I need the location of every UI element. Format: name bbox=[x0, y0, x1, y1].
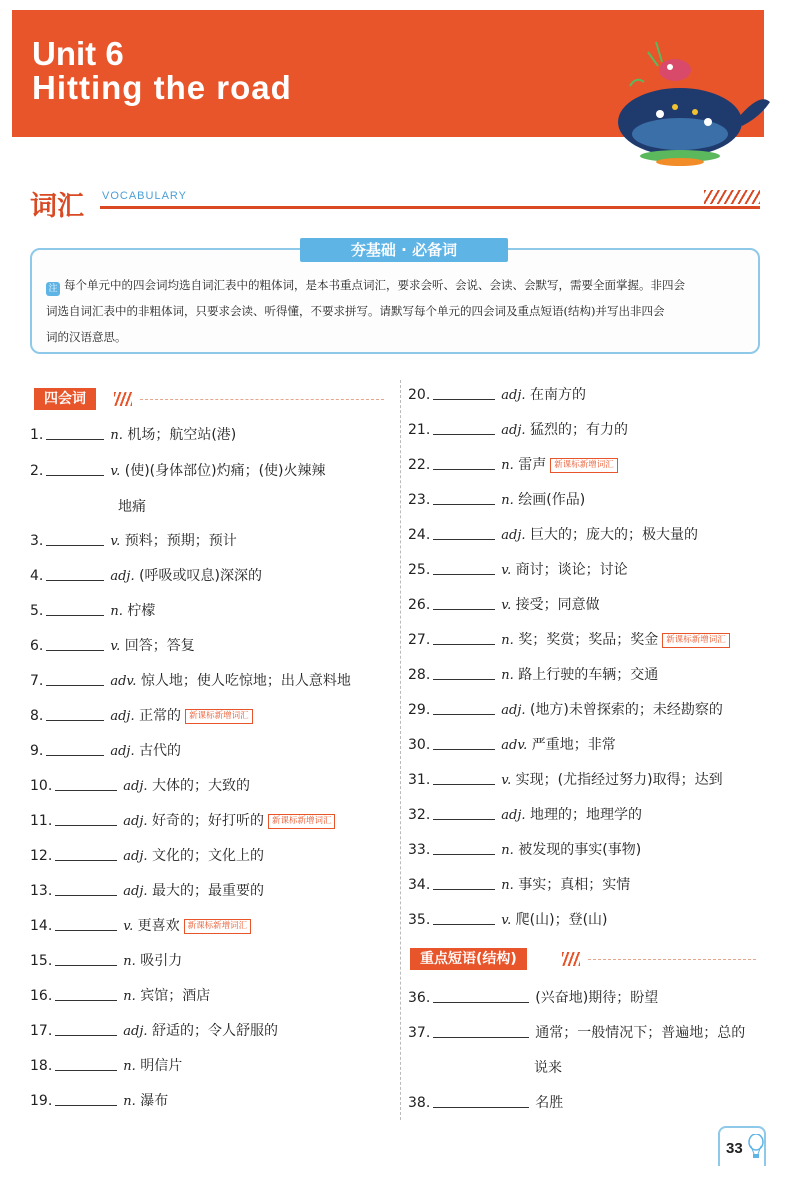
vocab-item bbox=[30, 983, 210, 1009]
meaning-continuation: 地痛 bbox=[118, 499, 146, 515]
meaning: 柠檬 bbox=[127, 603, 156, 619]
item-number: 15. bbox=[30, 953, 53, 969]
answer-blank[interactable] bbox=[433, 768, 495, 785]
meaning: 通常；一般情况下；普遍地；总的 bbox=[535, 1025, 746, 1041]
vocab-item bbox=[408, 662, 658, 688]
item-number: 8. bbox=[30, 708, 44, 724]
answer-blank[interactable] bbox=[433, 593, 495, 610]
item-number: 1. bbox=[30, 427, 44, 443]
meaning: 绘画(作品) bbox=[518, 492, 586, 508]
item-number: 10. bbox=[30, 778, 53, 794]
instruction-line-3: 词的汉语意思。 bbox=[46, 330, 127, 344]
vocabulary-title-cn: 词汇 bbox=[30, 191, 84, 222]
item-number: 35. bbox=[408, 912, 431, 928]
section-label-four-skill-words: 四会词 bbox=[34, 388, 96, 410]
item-number: 11. bbox=[30, 813, 53, 829]
meaning: 宾馆；酒店 bbox=[140, 988, 211, 1004]
section-label-key-phrases: 重点短语(结构) bbox=[410, 948, 527, 970]
new-curriculum-tag: 新课标新增词汇 bbox=[185, 709, 253, 724]
instruction-text bbox=[46, 272, 746, 350]
item-number: 30. bbox=[408, 737, 431, 753]
meaning-continuation: 说来 bbox=[534, 1060, 562, 1076]
page-number-box bbox=[718, 1126, 766, 1166]
vocab-item bbox=[30, 598, 155, 624]
vocabulary-rule bbox=[100, 206, 760, 209]
answer-blank[interactable] bbox=[55, 984, 117, 1001]
vocab-item bbox=[30, 422, 236, 448]
part-of-speech: n. bbox=[501, 493, 514, 508]
meaning: 事实；真相；实情 bbox=[518, 877, 631, 893]
answer-blank[interactable] bbox=[46, 529, 104, 546]
vocab-item bbox=[408, 985, 658, 1011]
meaning: 被发现的事实(事物) bbox=[518, 842, 642, 858]
vocab-item bbox=[30, 738, 181, 764]
vocab-item bbox=[30, 668, 351, 694]
answer-blank[interactable] bbox=[433, 873, 495, 890]
part-of-speech: v. bbox=[110, 639, 121, 654]
vocab-item bbox=[30, 773, 250, 799]
item-number: 19. bbox=[30, 1093, 53, 1109]
part-of-speech: n. bbox=[501, 633, 514, 648]
vocab-item bbox=[30, 913, 251, 939]
ribbon-dash-left bbox=[52, 248, 292, 250]
meaning: (地方)未曾探索的；未经勘察的 bbox=[529, 702, 723, 718]
whale-illustration-icon bbox=[600, 22, 775, 172]
section-hatch bbox=[114, 392, 132, 406]
item-number: 2. bbox=[30, 463, 44, 479]
vocab-item bbox=[408, 732, 616, 758]
answer-blank[interactable] bbox=[433, 628, 495, 645]
part-of-speech: adj. bbox=[501, 528, 526, 543]
answer-blank[interactable] bbox=[433, 698, 495, 715]
item-number: 20. bbox=[408, 387, 431, 403]
meaning: 雷声 bbox=[518, 457, 547, 473]
vocab-item bbox=[408, 1020, 745, 1046]
item-number: 32. bbox=[408, 807, 431, 823]
answer-blank[interactable] bbox=[55, 1054, 117, 1071]
meaning: 机场；航空站(港) bbox=[127, 427, 237, 443]
answer-blank[interactable] bbox=[433, 663, 495, 680]
new-curriculum-tag: 新课标新增词汇 bbox=[662, 633, 730, 648]
answer-blank[interactable] bbox=[433, 488, 495, 505]
vocab-item bbox=[30, 563, 262, 589]
item-number: 24. bbox=[408, 527, 431, 543]
item-number: 21. bbox=[408, 422, 431, 438]
part-of-speech: adj. bbox=[501, 808, 526, 823]
answer-blank[interactable] bbox=[46, 739, 104, 756]
meaning: 舒适的；令人舒服的 bbox=[151, 1023, 278, 1039]
part-of-speech: adj. bbox=[110, 744, 135, 759]
part-of-speech: adj. bbox=[123, 849, 148, 864]
answer-blank[interactable] bbox=[55, 844, 117, 861]
unit-title: Hitting the road bbox=[32, 69, 292, 106]
vocab-item bbox=[408, 417, 628, 443]
part-of-speech: adj. bbox=[110, 709, 135, 724]
answer-blank[interactable] bbox=[433, 838, 495, 855]
answer-blank[interactable] bbox=[55, 949, 117, 966]
vocab-item bbox=[408, 382, 586, 408]
part-of-speech: adj. bbox=[501, 703, 526, 718]
part-of-speech: adj. bbox=[501, 423, 526, 438]
meaning: 实现；(尤指经过努力)取得；达到 bbox=[515, 772, 723, 788]
meaning: 正常的 bbox=[139, 708, 182, 724]
meaning: 爬(山)；登(山) bbox=[515, 912, 608, 928]
item-number: 33. bbox=[408, 842, 431, 858]
hatch-decoration bbox=[704, 190, 760, 204]
meaning: (兴奋地)期待；盼望 bbox=[535, 990, 659, 1006]
answer-blank[interactable] bbox=[46, 704, 104, 721]
vocab-item bbox=[408, 452, 618, 478]
item-number: 38. bbox=[408, 1095, 431, 1111]
part-of-speech: n. bbox=[110, 604, 123, 619]
vocab-item bbox=[408, 557, 628, 583]
answer-blank[interactable] bbox=[55, 914, 117, 931]
answer-blank[interactable] bbox=[433, 986, 529, 1003]
vocab-item bbox=[408, 522, 698, 548]
meaning: 文化的；文化上的 bbox=[151, 848, 264, 864]
vocab-item bbox=[408, 487, 585, 513]
meaning: 预料；预期；预计 bbox=[124, 533, 237, 549]
answer-blank[interactable] bbox=[55, 1089, 117, 1106]
meaning: 地理的；地理学的 bbox=[529, 807, 642, 823]
item-number: 14. bbox=[30, 918, 53, 934]
answer-blank[interactable] bbox=[433, 1091, 529, 1108]
answer-blank[interactable] bbox=[433, 1021, 529, 1038]
vocab-item bbox=[30, 843, 264, 869]
item-number: 27. bbox=[408, 632, 431, 648]
vocab-item bbox=[408, 697, 723, 723]
vocab-item bbox=[30, 878, 264, 904]
item-number: 31. bbox=[408, 772, 431, 788]
answer-blank[interactable] bbox=[46, 634, 104, 651]
vocab-item bbox=[30, 633, 195, 659]
item-number: 34. bbox=[408, 877, 431, 893]
meaning: 明信片 bbox=[140, 1058, 183, 1074]
answer-blank[interactable] bbox=[55, 809, 117, 826]
part-of-speech: v. bbox=[501, 773, 512, 788]
item-number: 17. bbox=[30, 1023, 53, 1039]
hot-air-balloon-icon bbox=[748, 1134, 764, 1160]
vocabulary-heading bbox=[24, 176, 764, 226]
part-of-speech: n. bbox=[501, 843, 514, 858]
meaning: (使)(身体部位)灼痛；(使)火辣辣 bbox=[124, 463, 326, 479]
part-of-speech: n. bbox=[501, 668, 514, 683]
part-of-speech: v. bbox=[501, 563, 512, 578]
answer-blank[interactable] bbox=[55, 1019, 117, 1036]
meaning: 巨大的；庞大的；极大量的 bbox=[529, 527, 698, 543]
unit-number: Unit 6 bbox=[32, 35, 124, 72]
meaning: 商讨；谈论；讨论 bbox=[515, 562, 628, 578]
part-of-speech: n. bbox=[123, 989, 136, 1004]
vocab-item bbox=[30, 1053, 182, 1079]
answer-blank[interactable] bbox=[55, 774, 117, 791]
item-number: 16. bbox=[30, 988, 53, 1004]
vocab-item bbox=[30, 528, 237, 554]
note-icon: 注 bbox=[46, 282, 60, 296]
vocab-item bbox=[408, 592, 600, 618]
part-of-speech: adj. bbox=[110, 569, 135, 584]
vocabulary-title-en: VOCABULARY bbox=[102, 190, 187, 202]
column-divider bbox=[400, 380, 401, 1120]
meaning: 吸引力 bbox=[140, 953, 183, 969]
page-number: 33 bbox=[726, 1140, 743, 1157]
answer-blank[interactable] bbox=[433, 558, 495, 575]
instruction-box bbox=[30, 241, 760, 354]
meaning: (呼吸或叹息)深深的 bbox=[139, 568, 262, 584]
meaning: 回答；答复 bbox=[124, 638, 195, 654]
answer-blank[interactable] bbox=[46, 423, 104, 440]
answer-blank[interactable] bbox=[433, 418, 495, 435]
meaning: 奖；奖赏；奖品；奖金 bbox=[518, 632, 659, 648]
meaning: 大体的；大致的 bbox=[151, 778, 250, 794]
part-of-speech: n. bbox=[110, 428, 123, 443]
part-of-speech: v. bbox=[110, 534, 121, 549]
vocab-item bbox=[408, 1090, 563, 1116]
meaning: 严重地；非常 bbox=[531, 737, 616, 753]
answer-blank[interactable] bbox=[46, 564, 104, 581]
part-of-speech: n. bbox=[123, 954, 136, 969]
vocab-item bbox=[408, 802, 642, 828]
answer-blank[interactable] bbox=[433, 523, 495, 540]
part-of-speech: adj. bbox=[123, 884, 148, 899]
meaning: 最大的；最重要的 bbox=[151, 883, 264, 899]
answer-blank[interactable] bbox=[433, 803, 495, 820]
vocab-item bbox=[30, 1018, 278, 1044]
item-number: 26. bbox=[408, 597, 431, 613]
item-number: 6. bbox=[30, 638, 44, 654]
item-number: 5. bbox=[30, 603, 44, 619]
meaning: 好奇的；好打听的 bbox=[151, 813, 264, 829]
instruction-line-2: 词选自词汇表中的非粗体词，只要求会读、听得懂，不要求拼写。请默写每个单元的四会词及重点短语(结构)并写出非四会 bbox=[46, 304, 665, 318]
ribbon-dash-right bbox=[518, 248, 738, 250]
vocab-item bbox=[30, 808, 335, 834]
answer-blank[interactable] bbox=[46, 669, 104, 686]
item-number: 4. bbox=[30, 568, 44, 584]
meaning: 古代的 bbox=[139, 743, 182, 759]
part-of-speech: v. bbox=[501, 598, 512, 613]
part-of-speech: v. bbox=[110, 464, 121, 479]
part-of-speech: n. bbox=[123, 1059, 136, 1074]
part-of-speech: v. bbox=[501, 913, 512, 928]
meaning: 惊人地；使人吃惊地；出人意料地 bbox=[140, 673, 351, 689]
part-of-speech: adj. bbox=[123, 814, 148, 829]
item-number: 22. bbox=[408, 457, 431, 473]
meaning: 路上行驶的车辆；交通 bbox=[518, 667, 659, 683]
part-of-speech: adj. bbox=[123, 779, 148, 794]
meaning: 瀑布 bbox=[140, 1093, 169, 1109]
item-number: 13. bbox=[30, 883, 53, 899]
part-of-speech: adj. bbox=[123, 1024, 148, 1039]
part-of-speech: n. bbox=[501, 878, 514, 893]
item-number: 18. bbox=[30, 1058, 53, 1074]
item-number: 7. bbox=[30, 673, 44, 689]
item-number: 36. bbox=[408, 990, 431, 1006]
meaning: 猛烈的；有力的 bbox=[529, 422, 628, 438]
vocab-item bbox=[30, 948, 182, 974]
section-hatch bbox=[562, 952, 580, 966]
vocab-item bbox=[408, 907, 608, 933]
part-of-speech: adv. bbox=[110, 674, 137, 689]
item-number: 25. bbox=[408, 562, 431, 578]
part-of-speech: adv. bbox=[501, 738, 528, 753]
item-number: 37. bbox=[408, 1025, 431, 1041]
instruction-ribbon: 夯基础 · 必备词 bbox=[300, 238, 508, 262]
part-of-speech: v. bbox=[123, 919, 134, 934]
item-number: 12. bbox=[30, 848, 53, 864]
meaning: 在南方的 bbox=[529, 387, 586, 403]
new-curriculum-tag: 新课标新增词汇 bbox=[268, 814, 336, 829]
section-dash bbox=[140, 399, 384, 400]
answer-blank[interactable] bbox=[55, 879, 117, 896]
meaning: 更喜欢 bbox=[137, 918, 180, 934]
vocab-item bbox=[408, 627, 730, 653]
item-number: 29. bbox=[408, 702, 431, 718]
vocab-item bbox=[408, 837, 641, 863]
item-number: 3. bbox=[30, 533, 44, 549]
instruction-line-1: 每个单元中的四会词均选自词汇表中的粗体词，是本书重点词汇，要求会听、会说、会读、会默写，需要全面掌握。非四会 bbox=[64, 278, 685, 292]
vocab-item bbox=[408, 767, 723, 793]
part-of-speech: n. bbox=[501, 458, 514, 473]
item-number: 23. bbox=[408, 492, 431, 508]
answer-blank[interactable] bbox=[433, 383, 495, 400]
answer-blank[interactable] bbox=[433, 908, 495, 925]
vocab-item bbox=[30, 458, 326, 484]
section-dash bbox=[588, 959, 756, 960]
answer-blank[interactable] bbox=[433, 453, 495, 470]
new-curriculum-tag: 新课标新增词汇 bbox=[550, 458, 618, 473]
part-of-speech: n. bbox=[123, 1094, 136, 1109]
answer-blank[interactable] bbox=[46, 459, 104, 476]
vocab-item bbox=[30, 703, 253, 729]
answer-blank[interactable] bbox=[46, 599, 104, 616]
item-number: 9. bbox=[30, 743, 44, 759]
item-number: 28. bbox=[408, 667, 431, 683]
new-curriculum-tag: 新课标新增词汇 bbox=[184, 919, 252, 934]
answer-blank[interactable] bbox=[433, 733, 495, 750]
vocab-item bbox=[30, 1088, 168, 1114]
meaning: 名胜 bbox=[535, 1095, 564, 1111]
part-of-speech: adj. bbox=[501, 388, 526, 403]
meaning: 接受；同意做 bbox=[515, 597, 600, 613]
vocab-item bbox=[408, 872, 630, 898]
